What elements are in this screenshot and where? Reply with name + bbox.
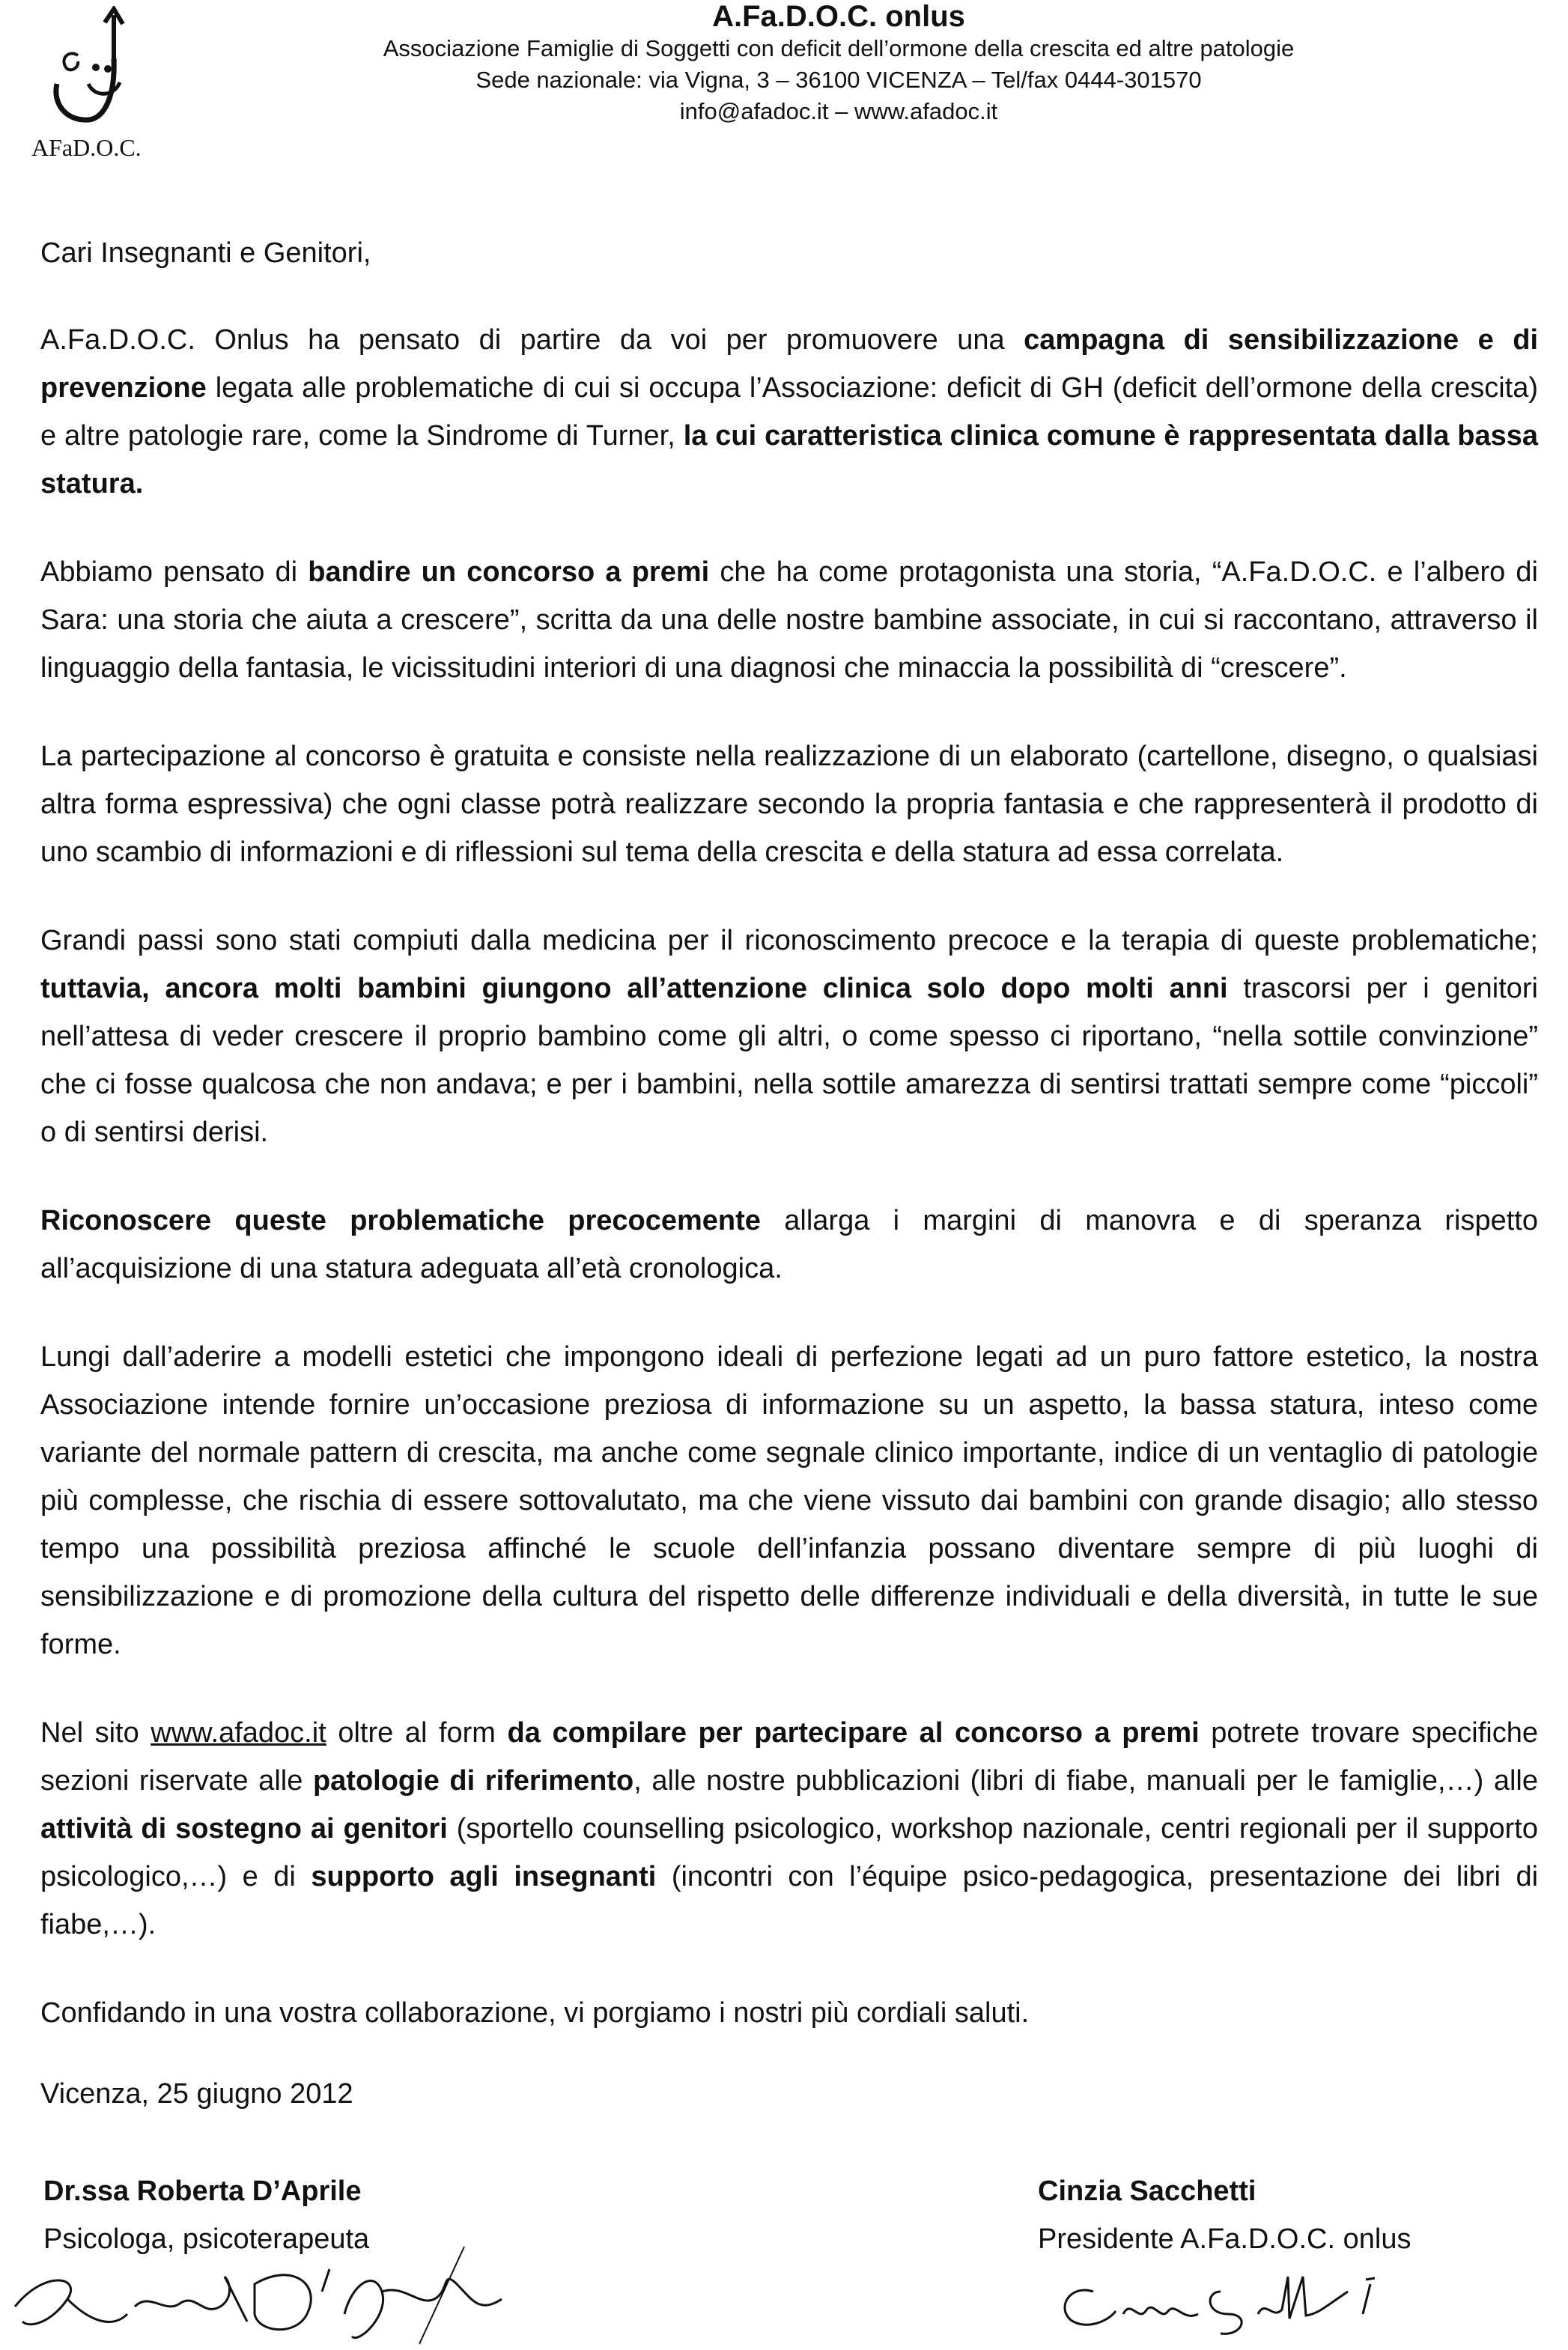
website-link[interactable]: www.afadoc.it [854, 98, 998, 124]
handwritten-signature-left [0, 2239, 539, 2350]
handwritten-signature-right [1048, 2262, 1438, 2344]
p5-text-b: allarga i margini di manovra e di speranza rispetto all’acquisizione di una statura adeguata all’età cronologica. [40, 1205, 1538, 1284]
signatory-role-left: Psicologa, psicoterapeuta [43, 2223, 370, 2255]
afadoc-logo [30, 6, 165, 163]
paragraph-3: La partecipazione al concorso è gratuita e consiste nella realizzazione di un elaborato (cartellone, disegno, o qualsiasi altra forma espressiva) che ogni classe potrà realizzare secondo la propria fantasia e che rappresenterà il prodotto di uno scambio di informazioni e di riflessioni sul tema della crescita e della statura ad essa correlata. [40, 741, 1538, 868]
paragraph-2 [40, 548, 1538, 692]
p4-text-c: trascorsi per i genitori nell’attesa di veder crescere il proprio bambino come gli altri, o come spesso ci riportano, “nella sottile convinzione” che ci fosse qualcosa che non andava; e per i bambini, nella sottile amarezza di sentirsi trattati sempre come “piccoli” o di sentirsi derisi. [40, 973, 1538, 1148]
p7-bold-c: da compilare per partecipare al concorso a premi [507, 1717, 1200, 1749]
p1-bold-d: la cui caratteristica clinica comune è rappresentata dalla bassa statura. [40, 420, 1538, 500]
p7-text-b: oltre al form [326, 1717, 508, 1749]
p7-text-h: (sportello counselling psicologico, workshop nazionale, centri regionali per il supporto psicologico,…) e di [40, 1813, 1538, 1892]
p7-bold-e: patologie di riferimento [312, 1765, 634, 1797]
p2-text-a: Abbiamo pensato di [40, 556, 309, 588]
p1-bold-b: campagna di sensibilizzazione e di prevenzione [40, 324, 1538, 404]
closing: Confidando in una vostra collaborazione, vi porgiamo i nostri più cordiali saluti. [40, 1997, 1030, 2029]
date: Vicenza, 25 giugno 2012 [40, 2078, 353, 2110]
p7-text-f: , alle nostre pubblicazioni (libri di fiabe, manuali per le famiglie,…) alle [633, 1765, 1538, 1797]
org-address: Sede nazionale: via Vigna, 3 – 36100 VICENZA – Tel/fax 0444-301570 [475, 67, 1202, 93]
contact-links [314, 96, 1363, 127]
separator: – [835, 98, 848, 124]
paragraph-5 [40, 1197, 1538, 1293]
p4-bold-b: tuttavia, ancora molti bambini giungono all’attenzione clinica solo dopo molti anni [40, 973, 1228, 1004]
email-link[interactable]: info@afadoc.it [679, 98, 829, 124]
p2-text-c: che ha come protagonista una storia, “A.Fa.D.O.C. e l’albero di Sara: una storia che aiuta a crescere”, scritta da una delle nostre bambine associate, in cui si raccontano, attraverso il linguaggio della fantasia, le vicissitudini interiori di una diagnosi che minaccia la possibilità di “crescere”. [40, 556, 1538, 684]
p7-website-link[interactable]: www.afadoc.it [151, 1717, 326, 1749]
paragraph-7 [40, 1709, 1538, 1949]
p7-bold-g: attività di sostegno ai genitori [40, 1813, 448, 1845]
p7-text-j: (incontri con l’équipe psico-pedagogica, presentazione dei libri di fiabe,…). [40, 1861, 1539, 1940]
p1-text-c: legata alle problematiche di cui si occupa l’Associazione: deficit di GH (deficit dell’ormone della crescita) e altre patologie rare, come la Sindrome di Turner, [40, 372, 1538, 452]
logo-text: AFaD.O.C. [31, 134, 142, 161]
signature-right [1038, 2167, 1411, 2263]
letter-body [40, 229, 1538, 2158]
paragraph-4 [40, 917, 1538, 1156]
org-name: A.Fa.D.O.C. onlus [712, 0, 965, 33]
signatory-name-left: Dr.ssa Roberta D’Aprile [43, 2176, 362, 2207]
p4-text-a: Grandi passi sono stati compiuti dalla medicina per il riconoscimento precoce e la terapia di queste problematiche; [40, 925, 1538, 956]
paragraph-1 [40, 316, 1538, 508]
p7-text-a: Nel sito [40, 1717, 151, 1749]
letterhead [314, 0, 1363, 127]
paragraph-6: Lungi dall’aderire a modelli estetici che impongono ideali di perfezione legati ad un puro fattore estetico, la nostra Associazione intende fornire un’occasione preziosa di informazione su un aspetto, la bassa statura, inteso come variante del normale pattern di crescita, ma anche come segnale clinico importante, indice di un ventaglio di patologie più complesse, che rischia di essere sottovalutato, ma che viene vissuto dai bambini con grande disagio; allo stesso tempo una possibilità preziosa affinché le scuole dell’infanzia possano diventare sempre di più luoghi di sensibilizzazione e di promozione della cultura del rispetto delle differenze individuali e della diversità, in tutte le sue forme. [40, 1341, 1538, 1660]
p5-bold-a: Riconoscere queste problematiche precocemente [40, 1205, 761, 1236]
p7-bold-i: supporto agli insegnanti [311, 1861, 657, 1892]
greeting: Cari Insegnanti e Genitori, [40, 237, 371, 269]
org-full-name: Associazione Famiglie di Soggetti con deficit dell’ormone della crescita ed altre patologie [383, 35, 1295, 61]
p1-text-a: A.Fa.D.O.C. Onlus ha pensato di partire da voi per promuovere una [40, 324, 1024, 356]
p2-bold-b: bandire un concorso a premi [308, 556, 710, 588]
p7-text-d: potrete trovare specifiche sezioni riservate alle [40, 1717, 1538, 1797]
signatory-role-right: Presidente A.Fa.D.O.C. onlus [1038, 2223, 1411, 2255]
signatory-name-right: Cinzia Sacchetti [1038, 2176, 1256, 2207]
